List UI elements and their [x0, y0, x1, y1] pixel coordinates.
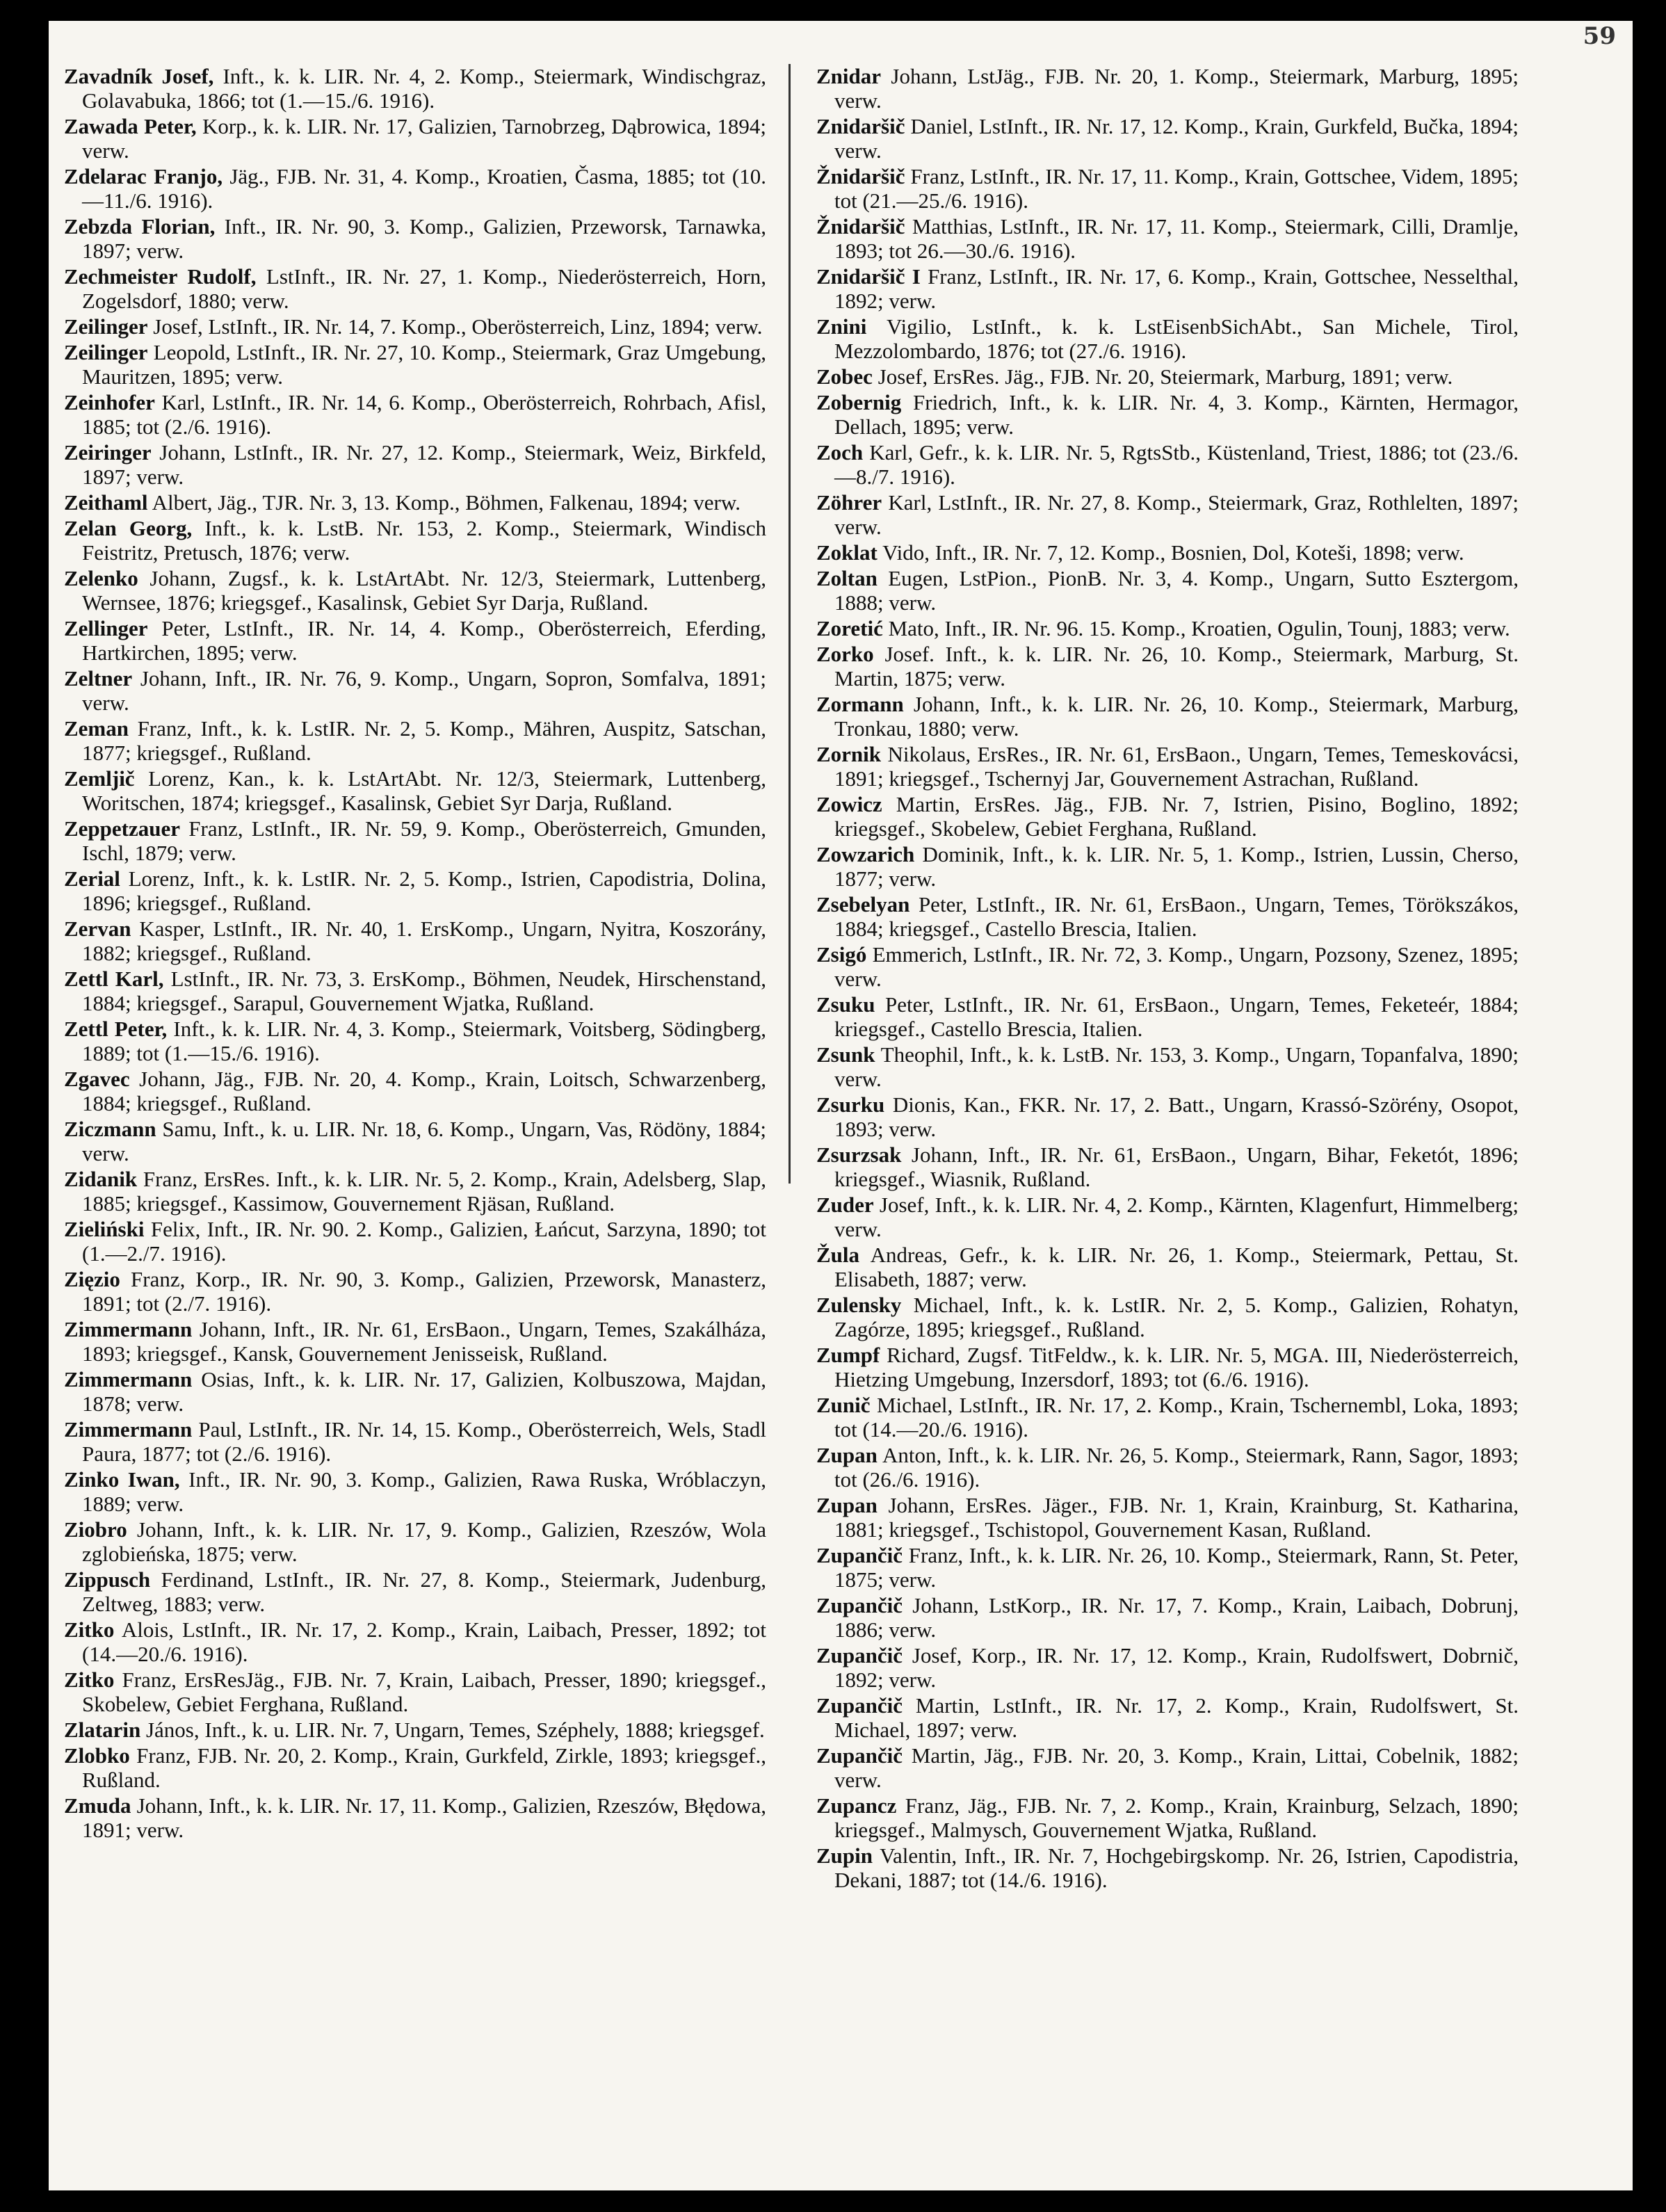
- list-entry: [816, 114, 1519, 163]
- entry-text: Felix, Inft., IR. Nr. 90. 2. Komp., Galizien, Łańcut, Sarzyna, 1890; tot (1.—2./7. 1916).: [82, 1217, 766, 1266]
- entry-name: Zsuku: [816, 992, 875, 1017]
- list-entry: [64, 390, 766, 439]
- entry-text: Daniel, LstInft., IR. Nr. 17, 12. Komp., Krain, Gurkfeld, Bučka, 1894; verw.: [834, 114, 1519, 163]
- entry-name: Zitko: [64, 1617, 115, 1642]
- entry-text: Karl, Gefr., k. k. LIR. Nr. 5, RgtsStb., Küstenland, Triest, 1886; tot (23./6.—8./7. 1916).: [834, 440, 1519, 489]
- list-entry: [64, 1793, 766, 1842]
- entry-text: LstInft., IR. Nr. 27, 1. Komp., Niederösterreich, Horn, Zogelsdorf, 1880; verw.: [82, 264, 767, 313]
- entry-text: Johann, LstInft., IR. Nr. 27, 12. Komp., Steiermark, Weiz, Birkfeld, 1897; verw.: [82, 440, 767, 489]
- entry-text: Albert, Jäg., TJR. Nr. 3, 13. Komp., Böhmen, Falkenau, 1894; verw.: [152, 490, 741, 515]
- entry-name: Zupan: [816, 1443, 878, 1467]
- entry-name: Zelan Georg,: [64, 516, 193, 540]
- entry-text: Paul, LstInft., IR. Nr. 14, 15. Komp., Oberösterreich, Wels, Stadl Paura, 1877; tot (2./6. 1916).: [82, 1417, 766, 1466]
- entry-text: Franz, FJB. Nr. 20, 2. Komp., Krain, Gurkfeld, Zirkle, 1893; kriegsgef., Rußland.: [82, 1743, 766, 1792]
- entry-name: Zebzda Florian,: [64, 214, 216, 239]
- entry-text: Peter, LstInft., IR. Nr. 61, ErsBaon., Ungarn, Temes, Törökszákos, 1884; kriegsgef., Castello Brescia, Italien.: [834, 892, 1519, 941]
- entry-text: Dionis, Kan., FKR. Nr. 17, 2. Batt., Ungarn, Krassó-Szörény, Osopot, 1893; verw.: [834, 1092, 1519, 1141]
- list-entry: [64, 516, 766, 565]
- entry-text: Friedrich, Inft., k. k. LIR. Nr. 4, 3. Komp., Kärnten, Hermagor, Dellach, 1895; verw.: [834, 390, 1519, 439]
- entry-text: Karl, LstInft., IR. Nr. 14, 6. Komp., Oberösterreich, Rohrbach, Afisl, 1885; tot (2./6. 1916).: [82, 390, 767, 439]
- entry-text: Lorenz, Inft., k. k. LstIR. Nr. 2, 5. Komp., Istrien, Capodistria, Dolina, 1896; kriegsgef., Rußland.: [82, 866, 766, 915]
- entry-text: Dominik, Inft., k. k. LIR. Nr. 5, 1. Komp., Istrien, Lussin, Cherso, 1877; verw.: [834, 842, 1519, 891]
- entry-name: Zawada Peter,: [64, 114, 197, 138]
- entry-text: Nikolaus, ErsRes., IR. Nr. 61, ErsBaon., Ungarn, Temes, Temeskovácsi, 1891; kriegsgef., Tschernyj Jar, Gouvernement Astrachan, Rußland.: [834, 742, 1519, 791]
- entry-name: Zettl Karl,: [64, 967, 164, 991]
- entry-name: Zippusch: [64, 1567, 151, 1592]
- entry-text: Inft., k. k. LstB. Nr. 153, 2. Komp., Steiermark, Windisch Feistritz, Pretusch, 1876; verw.: [82, 516, 766, 565]
- entry-name: Zeithaml: [64, 490, 148, 515]
- entry-name: Zgavec: [64, 1067, 130, 1091]
- entry-name: Znini: [816, 314, 867, 339]
- list-entry: [64, 967, 766, 1015]
- entry-name: Zavadník Josef,: [64, 64, 214, 88]
- entry-name: Ziczmann: [64, 1117, 156, 1141]
- list-entry: [816, 1843, 1519, 1892]
- entry-name: Zitko: [64, 1668, 115, 1692]
- entry-name: Zowzarich: [816, 842, 915, 866]
- entry-text: Franz, ErsRes. Inft., k. k. LIR. Nr. 5, 2. Komp., Krain, Adelsberg, Slap, 1885; kriegsgef., Kassimow, Gouvernement Rjäsan, Rußland.: [82, 1167, 767, 1216]
- list-entry: [816, 1092, 1519, 1141]
- list-entry: [64, 1467, 766, 1516]
- list-entry: [816, 792, 1519, 841]
- scan-edge-right: [1633, 21, 1644, 2190]
- list-entry: [816, 1143, 1519, 1191]
- list-entry: [64, 1067, 766, 1115]
- entry-name: Zsunk: [816, 1042, 875, 1067]
- entry-text: Josef, ErsRes. Jäg., FJB. Nr. 20, Steiermark, Marburg, 1891; verw.: [878, 364, 1453, 389]
- list-entry: [64, 164, 766, 213]
- entry-name: Zupančič: [816, 1693, 903, 1718]
- entry-text: Inft., k. k. LIR. Nr. 4, 2. Komp., Steiermark, Windischgraz, Golavabuka, 1866; tot (1.—15./6. 1916).: [82, 64, 766, 113]
- entry-text: Kasper, LstInft., IR. Nr. 40, 1. ErsKomp., Ungarn, Nyitra, Koszorány, 1882; kriegsgef., Rußland.: [82, 917, 766, 965]
- list-entry: [816, 540, 1519, 565]
- list-entry: [816, 214, 1519, 263]
- entry-text: Johann, Inft., k. k. LIR. Nr. 17, 11. Komp., Galizien, Rzeszów, Błędowa, 1891; verw.: [82, 1793, 766, 1842]
- entry-name: Zupančič: [816, 1543, 903, 1567]
- list-entry: [816, 992, 1519, 1041]
- entry-text: Franz, LstInft., IR. Nr. 17, 6. Komp., Krain, Gottschee, Nesselthal, 1892; verw.: [834, 264, 1519, 313]
- entry-name: Zemljič: [64, 766, 135, 791]
- entry-text: Anton, Inft., k. k. LIR. Nr. 26, 5. Komp., Steiermark, Rann, Sagor, 1893; tot (26./6. 1916).: [834, 1443, 1519, 1492]
- entry-text: Alois, LstInft., IR. Nr. 17, 2. Komp., Krain, Laibach, Presser, 1892; tot (14.—20./6. 1916).: [82, 1617, 767, 1666]
- entry-text: Richard, Zugsf. TitFeldw., k. k. LIR. Nr. 5, MGA. III, Niederösterreich, Hietzing Umgebung, Inzersdorf, 1893; tot (6./6. 1916).: [834, 1343, 1519, 1391]
- list-entry: [64, 440, 766, 489]
- list-entry: [816, 490, 1519, 539]
- entry-name: Zupančič: [816, 1743, 903, 1768]
- entry-text: Michael, Inft., k. k. LstIR. Nr. 2, 5. Komp., Galizien, Rohatyn, Zagórze, 1895; kriegsgef., Rußland.: [834, 1293, 1519, 1341]
- list-entry: [64, 1668, 766, 1716]
- list-entry: [64, 314, 766, 339]
- list-entry: [64, 1317, 766, 1366]
- entry-name: Zidanik: [64, 1167, 138, 1191]
- list-entry: [64, 1367, 766, 1416]
- entry-name: Zoretić: [816, 616, 883, 640]
- entry-name: Žula: [816, 1243, 860, 1267]
- entry-text: Johann, LstJäg., FJB. Nr. 20, 1. Komp., Steiermark, Marburg, 1895; verw.: [834, 64, 1519, 113]
- entry-name: Žnidaršič: [816, 164, 905, 188]
- entry-name: Zelenko: [64, 566, 138, 590]
- entry-name: Znidar: [816, 64, 882, 88]
- entry-name: Zupančič: [816, 1593, 903, 1617]
- entry-name: Zupin: [816, 1843, 873, 1868]
- entry-name: Zuder: [816, 1193, 874, 1217]
- list-entry: [64, 866, 766, 915]
- entry-name: Zeman: [64, 716, 129, 741]
- entry-name: Zinko Iwan,: [64, 1467, 180, 1492]
- entry-text: Franz, Jäg., FJB. Nr. 7, 2. Komp., Krain, Krainburg, Selzach, 1890; kriegsgef., Malmysch, Gouvernement Wjatka, Rußland.: [834, 1793, 1519, 1842]
- list-entry: [816, 1743, 1519, 1792]
- list-entry: [64, 214, 766, 263]
- entry-text: Josef, Korp., IR. Nr. 17, 12. Komp., Krain, Rudolfswert, Dobrnič, 1892; verw.: [834, 1643, 1519, 1692]
- list-entry: [64, 1743, 766, 1792]
- left-column: [64, 64, 766, 1843]
- entry-text: Johann, Inft., IR. Nr. 61, ErsBaon., Ungarn, Bihar, Feketót, 1896; kriegsgef., Wiasnik, Rußland.: [834, 1143, 1519, 1191]
- list-entry: [816, 1643, 1519, 1692]
- entry-name: Zeinhofer: [64, 390, 155, 414]
- list-entry: [816, 692, 1519, 741]
- entry-name: Zupančič: [816, 1643, 903, 1668]
- entry-text: Inft., IR. Nr. 90, 3. Komp., Galizien, Rawa Ruska, Wróblaczyn, 1889; verw.: [82, 1467, 766, 1516]
- entry-text: Franz, Inft., k. k. LstIR. Nr. 2, 5. Komp., Mähren, Auspitz, Satschan, 1877; kriegsgef., Rußland.: [82, 716, 767, 765]
- list-entry: [64, 616, 766, 665]
- list-entry: [64, 1167, 766, 1216]
- entry-name: Zormann: [816, 692, 904, 716]
- list-entry: [816, 892, 1519, 941]
- list-entry: [64, 1567, 766, 1616]
- entry-name: Zsurzsak: [816, 1143, 902, 1167]
- entry-name: Zeilinger: [64, 314, 148, 339]
- scan-edge-left: [36, 21, 49, 2190]
- entry-text: Josef, LstInft., IR. Nr. 14, 7. Komp., Oberösterreich, Linz, 1894; verw.: [153, 314, 763, 339]
- entry-name: Zettl Peter,: [64, 1017, 168, 1041]
- entry-name: Zumpf: [816, 1343, 880, 1367]
- entry-text: Emmerich, LstInft., IR. Nr. 72, 3. Komp., Ungarn, Pozsony, Szenez, 1895; verw.: [834, 942, 1519, 991]
- list-entry: [816, 1693, 1519, 1742]
- entry-name: Zimmermann: [64, 1417, 193, 1442]
- entry-name: Zeppetzauer: [64, 816, 181, 841]
- entry-text: Josef, Inft., k. k. LIR. Nr. 4, 2. Komp., Kärnten, Klagenfurt, Himmelberg; verw.: [834, 1193, 1519, 1241]
- list-entry: [816, 1243, 1519, 1291]
- list-entry: [816, 1493, 1519, 1542]
- list-entry: [816, 390, 1519, 439]
- entry-name: Zervan: [64, 917, 131, 941]
- list-entry: [816, 742, 1519, 791]
- entry-name: Zupan: [816, 1493, 878, 1517]
- list-entry: [816, 1593, 1519, 1642]
- entry-text: Peter, LstInft., IR. Nr. 61, ErsBaon., Ungarn, Temes, Feketeér, 1884; kriegsgef., Castello Brescia, Italien.: [834, 992, 1519, 1041]
- entry-text: Johann, Inft., k. k. LIR. Nr. 17, 9. Komp., Galizien, Rzeszów, Wola zglobieńska, 1875; verw.: [82, 1517, 766, 1566]
- list-entry: [816, 566, 1519, 615]
- list-entry: [816, 642, 1519, 691]
- list-entry: [64, 1617, 766, 1666]
- list-entry: [64, 114, 766, 163]
- list-entry: [816, 1343, 1519, 1391]
- list-entry: [64, 1267, 766, 1316]
- entry-text: Eugen, LstPion., PionB. Nr. 3, 4. Komp., Ungarn, Sutto Esztergom, 1888; verw.: [834, 566, 1519, 615]
- entry-name: Zeilinger: [64, 340, 148, 364]
- list-entry: [816, 440, 1519, 489]
- list-entry: [816, 616, 1519, 640]
- entry-name: Zowicz: [816, 792, 882, 816]
- entry-name: Zornik: [816, 742, 882, 766]
- entry-name: Zimmermann: [64, 1317, 193, 1341]
- entry-text: Osias, Inft., k. k. LIR. Nr. 17, Galizien, Kolbuszowa, Majdan, 1878; verw.: [82, 1367, 766, 1416]
- entry-name: Ziobro: [64, 1517, 127, 1542]
- list-entry: [64, 666, 766, 715]
- entry-name: Zoklat: [816, 540, 878, 565]
- entry-text: Ferdinand, LstInft., IR. Nr. 27, 8. Komp., Steiermark, Judenburg, Zeltweg, 1883; verw.: [82, 1567, 766, 1616]
- list-entry: [64, 490, 766, 515]
- entry-text: Franz, LstInft., IR. Nr. 17, 11. Komp., Krain, Gottschee, Videm, 1895; tot (21.—25./6. 1916).: [834, 164, 1519, 213]
- entry-name: Zsigó: [816, 942, 867, 967]
- entry-name: Zdelarac Franjo,: [64, 164, 223, 188]
- list-entry: [64, 566, 766, 615]
- entry-name: Zsebelyan: [816, 892, 910, 917]
- entry-text: LstInft., IR. Nr. 73, 3. ErsKomp., Böhmen, Neudek, Hirschenstand, 1884; kriegsgef., Sarapul, Gouvernement Wjatka, Rußland.: [82, 967, 767, 1015]
- entry-name: Zeiringer: [64, 440, 152, 465]
- list-entry: [816, 314, 1519, 363]
- entry-text: Samu, Inft., k. u. LIR. Nr. 18, 6. Komp., Ungarn, Vas, Rödöny, 1884; verw.: [82, 1117, 766, 1165]
- list-entry: [816, 1193, 1519, 1241]
- entry-text: Jäg., FJB. Nr. 31, 4. Komp., Kroatien, Časma, 1885; tot (10.—11./6. 1916).: [82, 164, 766, 213]
- entry-text: Franz, LstInft., IR. Nr. 59, 9. Komp., Oberösterreich, Gmunden, Ischl, 1879; verw.: [82, 816, 766, 865]
- list-entry: [816, 164, 1519, 213]
- list-entry: [816, 1042, 1519, 1091]
- entry-text: Martin, ErsRes. Jäg., FJB. Nr. 7, Istrien, Pisino, Boglino, 1892; kriegsgef., Skobelew, Gebiet Ferghana, Rußland.: [834, 792, 1519, 841]
- list-entry: [64, 766, 766, 815]
- entry-text: Michael, LstInft., IR. Nr. 17, 2. Komp., Krain, Tschernembl, Loka, 1893; tot (14.—20./6. 1916).: [834, 1393, 1519, 1442]
- entry-name: Zmuda: [64, 1793, 131, 1818]
- entry-text: Vido, Inft., IR. Nr. 7, 12. Komp., Bosnien, Dol, Koteši, 1898; verw.: [882, 540, 1464, 565]
- entry-text: Mato, Inft., IR. Nr. 96. 15. Komp., Kroatien, Ogulin, Tounj, 1883; verw.: [888, 616, 1510, 640]
- list-entry: [64, 1718, 766, 1742]
- list-entry: [64, 1117, 766, 1165]
- list-entry: [816, 64, 1519, 113]
- entry-text: Martin, LstInft., IR. Nr. 17, 2. Komp., Krain, Rudolfswert, St. Michael, 1897; verw.: [834, 1693, 1519, 1742]
- entry-name: Zechmeister Rudolf,: [64, 264, 257, 289]
- entry-text: Martin, Jäg., FJB. Nr. 20, 3. Komp., Krain, Littai, Cobelnik, 1882; verw.: [834, 1743, 1519, 1792]
- entry-name: Zlobko: [64, 1743, 130, 1768]
- entry-text: Johann, Zugsf., k. k. LstArtAbt. Nr. 12/3, Steiermark, Luttenberg, Wernsee, 1876; kriegsgef., Kasalinsk, Gebiet Syr Darja, Rußland.: [82, 566, 766, 615]
- entry-text: Franz, ErsResJäg., FJB. Nr. 7, Krain, Laibach, Presser, 1890; kriegsgef., Skobelew, Gebiet Ferghana, Rußland.: [82, 1668, 766, 1716]
- list-entry: [816, 1543, 1519, 1592]
- entry-name: Znidaršič I: [816, 264, 921, 289]
- list-entry: [816, 1293, 1519, 1341]
- list-entry: [816, 264, 1519, 313]
- list-entry: [816, 942, 1519, 991]
- entry-text: Johann, Inft., IR. Nr. 61, ErsBaon., Ungarn, Temes, Szakálháza, 1893; kriegsgef., Kansk, Gouvernement Jenisseisk, Rußland.: [82, 1317, 766, 1366]
- entry-name: Zeltner: [64, 666, 133, 691]
- entry-text: Andreas, Gefr., k. k. LIR. Nr. 26, 1. Komp., Steiermark, Pettau, St. Elisabeth, 1887; verw.: [834, 1243, 1519, 1291]
- entry-name: Zlatarin: [64, 1718, 141, 1742]
- scanned-page: [36, 21, 1644, 2190]
- list-entry: [64, 1017, 766, 1065]
- entry-name: Zerial: [64, 866, 120, 891]
- entry-text: Valentin, Inft., IR. Nr. 7, Hochgebirgskomp. Nr. 26, Istrien, Capodistria, Dekani, 1887; tot (14./6. 1916).: [834, 1843, 1519, 1892]
- list-entry: [64, 1217, 766, 1266]
- entry-name: Znidaršič: [816, 114, 905, 138]
- entry-name: Zimmermann: [64, 1367, 193, 1391]
- entry-text: Leopold, LstInft., IR. Nr. 27, 10. Komp., Steiermark, Graz Umgebung, Mauritzen, 1895; verw.: [82, 340, 767, 389]
- entry-text: János, Inft., k. u. LIR. Nr. 7, Ungarn, Temes, Széphely, 1888; kriegsgef.: [145, 1718, 765, 1742]
- entry-text: Vigilio, LstInft., k. k. LstEisenbSichAbt., San Michele, Tirol, Mezzolombardo, 1876; tot (27./6. 1916).: [834, 314, 1519, 363]
- entry-text: Korp., k. k. LIR. Nr. 17, Galizien, Tarnobrzeg, Dąbrowica, 1894; verw.: [82, 114, 767, 163]
- list-entry: [816, 1443, 1519, 1492]
- entry-text: Matthias, LstInft., IR. Nr. 17, 11. Komp., Steiermark, Cilli, Dramlje, 1893; tot 26.—30./6. 1916).: [834, 214, 1519, 263]
- entry-text: Johann, Jäg., FJB. Nr. 20, 4. Komp., Krain, Loitsch, Schwarzenberg, 1884; kriegsgef., Rußland.: [82, 1067, 767, 1115]
- entry-name: Zobec: [816, 364, 873, 389]
- list-entry: [816, 1393, 1519, 1442]
- list-entry: [816, 842, 1519, 891]
- entry-name: Zupancz: [816, 1793, 897, 1818]
- entry-text: Johann, ErsRes. Jäger., FJB. Nr. 1, Krain, Krainburg, St. Katharina, 1881; kriegsgef., Tschistopol, Gouvernement Kasan, Rußland.: [834, 1493, 1519, 1542]
- entry-text: Theophil, Inft., k. k. LstB. Nr. 153, 3. Komp., Ungarn, Topanfalva, 1890; verw.: [834, 1042, 1519, 1091]
- column-divider: [788, 64, 791, 1184]
- list-entry: [64, 264, 766, 313]
- list-entry: [816, 364, 1519, 389]
- list-entry: [64, 340, 766, 389]
- entry-name: Zellinger: [64, 616, 148, 640]
- entry-name: Zorko: [816, 642, 874, 666]
- entry-name: Zieliński: [64, 1217, 145, 1241]
- entry-text: Franz, Inft., k. k. LIR. Nr. 26, 10. Komp., Steiermark, Rann, St. Peter, 1875; verw.: [834, 1543, 1519, 1592]
- entry-name: Zunič: [816, 1393, 871, 1417]
- list-entry: [64, 1517, 766, 1566]
- list-entry: [64, 917, 766, 965]
- list-entry: [64, 716, 766, 765]
- right-column: [816, 64, 1519, 1894]
- entry-name: Zoch: [816, 440, 864, 465]
- entry-name: Zoltan: [816, 566, 878, 590]
- entry-text: Lorenz, Kan., k. k. LstArtAbt. Nr. 12/3, Steiermark, Luttenberg, Woritschen, 1874; kriegsgef., Kasalinsk, Gebiet Syr Darja, Rußland.: [82, 766, 766, 815]
- list-entry: [64, 1417, 766, 1466]
- list-entry: [64, 816, 766, 865]
- entry-name: Zobernig: [816, 390, 902, 414]
- entry-text: Johann, Inft., k. k. LIR. Nr. 26, 10. Komp., Steiermark, Marburg, Tronkau, 1880; verw.: [834, 692, 1519, 741]
- list-entry: [64, 64, 766, 113]
- entry-text: Inft., k. k. LIR. Nr. 4, 3. Komp., Steiermark, Voitsberg, Södingberg, 1889; tot (1.—15./6. 1916).: [82, 1017, 767, 1065]
- list-entry: [816, 1793, 1519, 1842]
- entry-text: Karl, LstInft., IR. Nr. 27, 8. Komp., Steiermark, Graz, Rothlelten, 1897; verw.: [834, 490, 1519, 539]
- entry-name: Zulensky: [816, 1293, 902, 1317]
- entry-text: Johann, Inft., IR. Nr. 76, 9. Komp., Ungarn, Sopron, Somfalva, 1891; verw.: [82, 666, 766, 715]
- entry-text: Franz, Korp., IR. Nr. 90, 3. Komp., Galizien, Przeworsk, Manasterz, 1891; tot (2./7. 1916).: [82, 1267, 767, 1316]
- entry-text: Josef. Inft., k. k. LIR. Nr. 26, 10. Komp., Steiermark, Marburg, St. Martin, 1875; verw.: [834, 642, 1519, 691]
- page-number: 59: [1583, 22, 1616, 50]
- entry-name: Zięzio: [64, 1267, 120, 1291]
- entry-name: Zöhrer: [816, 490, 882, 515]
- entry-text: Inft., IR. Nr. 90, 3. Komp., Galizien, Przeworsk, Tarnawka, 1897; verw.: [82, 214, 767, 263]
- entry-name: Zsurku: [816, 1092, 885, 1117]
- entry-text: Johann, LstKorp., IR. Nr. 17, 7. Komp., Krain, Laibach, Dobrunj, 1886; verw.: [834, 1593, 1519, 1642]
- entry-text: Peter, LstInft., IR. Nr. 14, 4. Komp., Oberösterreich, Eferding, Hartkirchen, 1895; verw.: [82, 616, 766, 665]
- entry-name: Žnidaršič: [816, 214, 905, 239]
